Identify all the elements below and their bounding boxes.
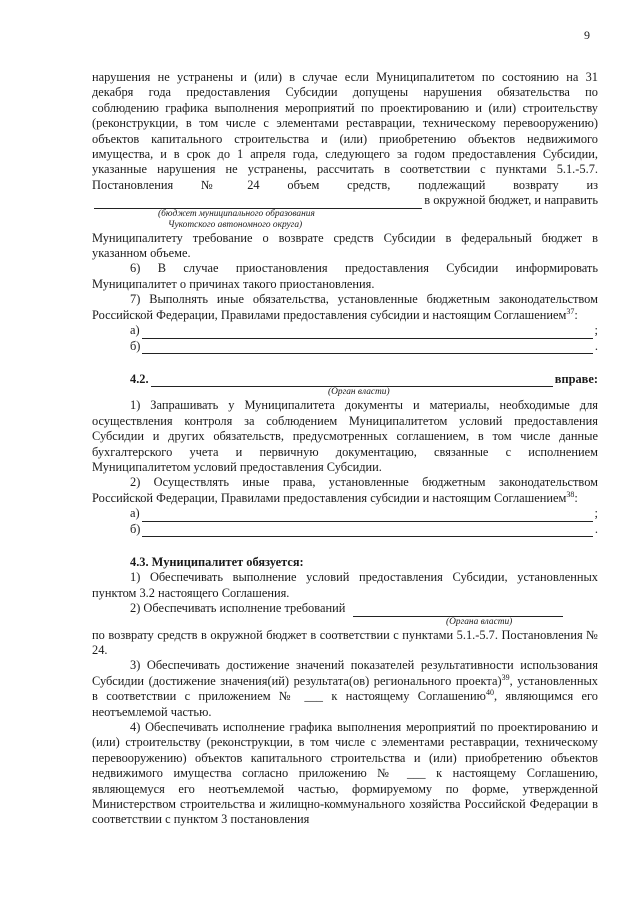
footnote-ref: 39 bbox=[501, 672, 510, 682]
section-4-3-heading: 4.3. Муниципалитет обязуется: bbox=[130, 554, 304, 569]
list-a bbox=[92, 323, 598, 338]
footnote-ref: 37 bbox=[566, 306, 575, 316]
list-b-end: . bbox=[594, 521, 598, 536]
list-b bbox=[92, 522, 598, 537]
caption-region: Чукотского автономного округа) bbox=[168, 219, 303, 230]
item-7-text: 7) Выполнять иные обязательства, установленные бюджетным законодательством Российской Федерации, Правилами предоставления субсидии и настоящим Соглашением bbox=[92, 292, 598, 322]
text-line: Муниципалитету требование о возврате средств Субсидии в федеральный бюджет в bbox=[92, 230, 598, 245]
list-b-label: б) bbox=[130, 521, 141, 536]
item-7 bbox=[92, 292, 598, 323]
caption-authority: (Орган власти) bbox=[328, 387, 390, 398]
section-4-3-item-1: 1) Обеспечивать выполнение условий предоставления Субсидии, установленных пунктом 3.2 настоящего Соглашения. bbox=[92, 570, 598, 600]
text-line: нарушения не устранены и (или) в случае если Муниципалитетом по состоянию на 31 bbox=[92, 70, 598, 84]
text-line: (реконструкции, в том числе с элементами реставрации, техническому перевооружению) bbox=[92, 116, 598, 131]
list-a-label: а) bbox=[130, 506, 140, 521]
section-4-3-item-4: 4) Обеспечивать исполнение графика выполнения мероприятий по проектированию и (или) строительству (реконструкции, в том числе с элементами реставрации, техническому перевооружению) объектов капитального строительства и (или) приобретению объектов недвижимого имущества согласно приложению № ___ к настоящему Соглашению, являющемуся его неотъемлемой частью, формируемому по форме, утвержденной Министерством строительства и жилищно-коммунального хозяйства Российской Федерации в соответствии с пунктом 3 постановления bbox=[92, 720, 598, 827]
blank-line bbox=[94, 196, 422, 209]
text-line: соблюдению графика выполнения мероприятий по проектированию и (или) строительству bbox=[92, 100, 598, 115]
item-text: 3) Обеспечивать достижение значений показателей результативности использования Субсидии (достижение значения(ий) результата(ов) регионального проекта) bbox=[92, 658, 598, 688]
caption-authority: (Органа власти) bbox=[446, 616, 513, 627]
section-4-3-item-3 bbox=[92, 658, 598, 720]
paragraph-violations bbox=[92, 70, 598, 261]
item-2-start: 2) Обеспечивать исполнение требований bbox=[130, 601, 346, 616]
page-number: 9 bbox=[584, 28, 590, 42]
footnote-ref: 40 bbox=[485, 688, 494, 698]
item-text: , установленных в соответствии с приложением № ___ к настоящему Соглашению bbox=[92, 673, 598, 704]
list-a-end: ; bbox=[594, 323, 598, 338]
caption-budget: (бюджет муниципального образования bbox=[158, 208, 315, 219]
text-line: имущества, и в срок до 1 апреля года, следующего за годом предоставления Субсидии, bbox=[92, 147, 598, 162]
document-body bbox=[92, 70, 598, 828]
item-6: 6) В случае приостановления предоставления Субсидии информировать Муниципалитет о причинах такого приостановления. bbox=[92, 261, 598, 291]
list-a bbox=[92, 506, 598, 521]
item-7-tail: : bbox=[574, 307, 578, 322]
text-line: декабря года предоставления Субсидии допущены нарушения обязательства по bbox=[92, 85, 598, 100]
item-tail: : bbox=[574, 490, 578, 505]
list-b bbox=[92, 339, 598, 354]
list-a-end: ; bbox=[594, 506, 598, 521]
section-4-3-item-2-rest: по возврату средств в окружной бюджет в соответствии с пунктами 5.1.-5.7. Постановления № 24. bbox=[92, 627, 598, 657]
section-4-2-item-2 bbox=[92, 475, 598, 506]
blank-line bbox=[142, 524, 592, 537]
section-number: 4.2. bbox=[130, 371, 149, 386]
text-line: Постановления № 24 объем средств, подлежащий возврату из bbox=[92, 177, 598, 192]
section-heading-end: вправе: bbox=[554, 371, 598, 386]
text-line: указанные нарушения не устранены, рассчитать в соответствии с пунктами 5.1.-5.7. bbox=[92, 162, 598, 177]
section-4-2-heading bbox=[92, 372, 598, 387]
blank-line bbox=[151, 374, 553, 387]
line-suffix: в окружной бюджет, и направить bbox=[424, 193, 598, 208]
blank-line bbox=[353, 604, 563, 617]
item-text: 2) Осуществлять иные права, установленные бюджетным законодательством Российской Федерации, Правилами предоставления субсидии и настоящим Соглашением bbox=[92, 475, 598, 505]
section-4-3-item-2-line bbox=[92, 601, 598, 616]
section-4-2-item-1: 1) Запрашивать у Муниципалитета документы и материалы, необходимые для осуществления контроля за соблюдением Муниципалитетом условий предоставления Субсидии и других обязательств, предусмотренных соглашением, в том числе данные бухгалтерского учета и первичную документацию, связанные с исполнением Муниципалитетом условий предоставления Субсидии. bbox=[92, 398, 598, 474]
blank-line bbox=[142, 326, 593, 339]
list-b-label: б) bbox=[130, 338, 141, 353]
text-line: указанном объеме. bbox=[92, 246, 191, 261]
footnote-ref: 38 bbox=[566, 489, 575, 499]
budget-fill-line bbox=[92, 193, 598, 208]
blank-line bbox=[142, 341, 592, 354]
list-b-end: . bbox=[594, 338, 598, 353]
item-text: , являющимся его неотъемлемой частью. bbox=[92, 689, 599, 719]
blank-line bbox=[142, 509, 593, 522]
list-a-label: а) bbox=[130, 323, 140, 338]
text-line: объектов капитального строительства и (или) приобретению объектов недвижимого bbox=[92, 131, 598, 146]
